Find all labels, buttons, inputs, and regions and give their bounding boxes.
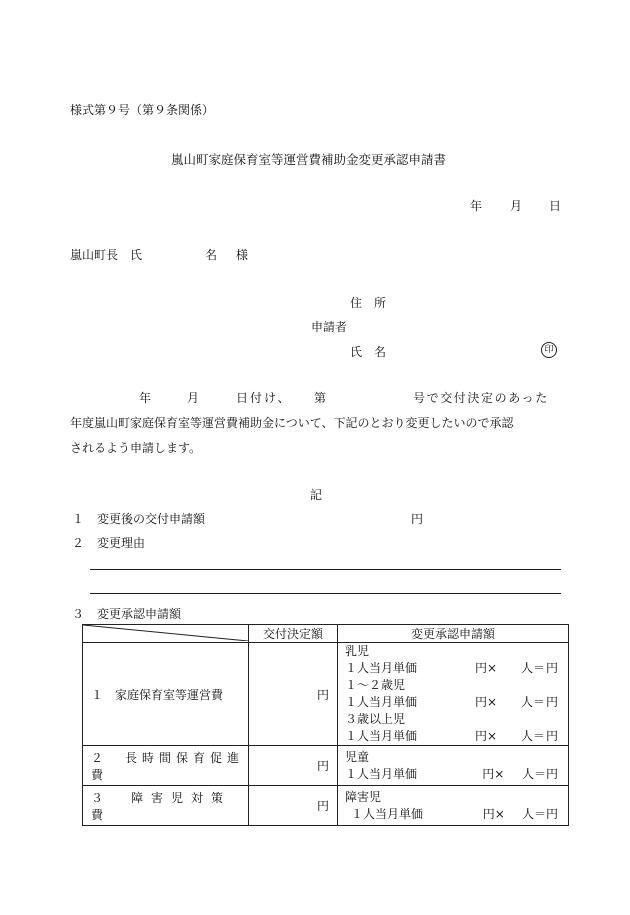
yen-total: 円 xyxy=(545,695,558,709)
ki-heading: 記 xyxy=(310,488,323,502)
item2-label: 変更理由 xyxy=(97,536,146,550)
header-decided: 交付決定額 xyxy=(249,625,338,643)
address-label: 住 所 xyxy=(350,296,387,310)
date-month: 月 xyxy=(510,199,523,213)
subgroup-name: １～２歳児 xyxy=(345,678,406,692)
people-equals: 人＝ xyxy=(520,695,545,709)
unit-price-line xyxy=(345,694,558,711)
yen-total: 円 xyxy=(546,806,559,821)
row3-label: ３ 障害児対策費 xyxy=(83,786,249,826)
row2-breakdown xyxy=(338,746,569,786)
people-equals: 人＝ xyxy=(520,661,545,675)
amount-table xyxy=(82,624,569,826)
unit-price-line xyxy=(345,766,558,783)
date-year: 年 xyxy=(470,199,483,213)
people-equals: 人＝ xyxy=(521,766,546,781)
applicant-label: 申請者 xyxy=(311,320,348,334)
body-date: 日付け、 xyxy=(236,391,292,405)
unit-price-label: １人当月単価 xyxy=(345,661,418,675)
addressee-name: 名 xyxy=(205,248,218,262)
item1-unit: 円 xyxy=(411,512,424,526)
yen-total: 円 xyxy=(545,766,558,781)
date-day: 日 xyxy=(549,199,562,213)
unit-price-line xyxy=(345,806,558,823)
header-diagonal-cell xyxy=(83,625,249,643)
header-requested: 変更承認申請額 xyxy=(338,625,569,643)
yen-total: 円 xyxy=(545,661,558,675)
table-row xyxy=(83,643,569,746)
row1-label: １ 家庭保育室等運営費 xyxy=(83,643,249,746)
name-label: 氏 名 xyxy=(350,345,387,359)
seal-mark: 印 xyxy=(541,342,557,358)
yen-times: 円× xyxy=(482,766,505,781)
yen-times: 円× xyxy=(482,806,505,821)
yen-times: 円× xyxy=(474,661,497,675)
yen-times: 円× xyxy=(474,695,497,709)
row3-breakdown xyxy=(338,786,569,826)
yen-total: 円 xyxy=(545,729,558,743)
item2-number: ２ xyxy=(72,536,85,550)
yen-times: 円× xyxy=(474,729,497,743)
unit-price-label: １人当月単価 xyxy=(351,806,424,821)
body-line1-tail: 号で交付決定のあった xyxy=(413,391,549,405)
item1-number: １ xyxy=(72,512,85,526)
subgroup-name: ３歳以上児 xyxy=(345,712,406,726)
table-row xyxy=(83,786,569,826)
row3-amount-unit: 円 xyxy=(249,786,338,826)
diagonal-line xyxy=(83,625,248,641)
row1-amount-unit: 円 xyxy=(249,643,338,746)
people-equals: 人＝ xyxy=(520,729,545,743)
row1-breakdown xyxy=(338,643,569,746)
body-line2: 年度嵐山町家庭保育室等運営費補助金について、下記のとおり変更したいので承認 xyxy=(70,416,514,430)
unit-price-line xyxy=(345,660,558,677)
table-row xyxy=(83,746,569,786)
item3-number: ３ xyxy=(72,607,85,621)
unit-price-label: １人当月単価 xyxy=(345,766,418,781)
body-line3: されるよう申請します。 xyxy=(70,441,202,455)
reason-line-1 xyxy=(90,569,561,570)
row2-label: ２ 長時間保育促進費 xyxy=(83,746,249,786)
body-month: 月 xyxy=(187,391,200,405)
item3-label: 変更承認申請額 xyxy=(97,607,182,621)
addressee-suffix: 様 xyxy=(236,248,249,262)
row2-amount-unit: 円 xyxy=(249,746,338,786)
body-no: 第 xyxy=(314,391,327,405)
unit-price-line xyxy=(345,728,558,745)
people-equals: 人＝ xyxy=(521,806,546,821)
subgroup-name: 児童 xyxy=(345,749,370,764)
reason-line-2 xyxy=(90,593,561,594)
body-year: 年 xyxy=(139,391,152,405)
subgroup-name: 障害児 xyxy=(345,789,382,804)
unit-price-label: １人当月単価 xyxy=(345,729,418,743)
document-title: 嵐山町家庭保育室等運営費補助金変更承認申請書 xyxy=(171,152,447,167)
subgroup-name: 乳児 xyxy=(345,644,370,658)
table-header-row xyxy=(83,625,569,643)
addressee-prefix: 嵐山町長 氏 xyxy=(70,248,143,262)
form-number: 様式第９号（第９条関係） xyxy=(70,103,215,117)
unit-price-label: １人当月単価 xyxy=(345,695,418,709)
item1-label: 変更後の交付申請額 xyxy=(97,512,206,526)
